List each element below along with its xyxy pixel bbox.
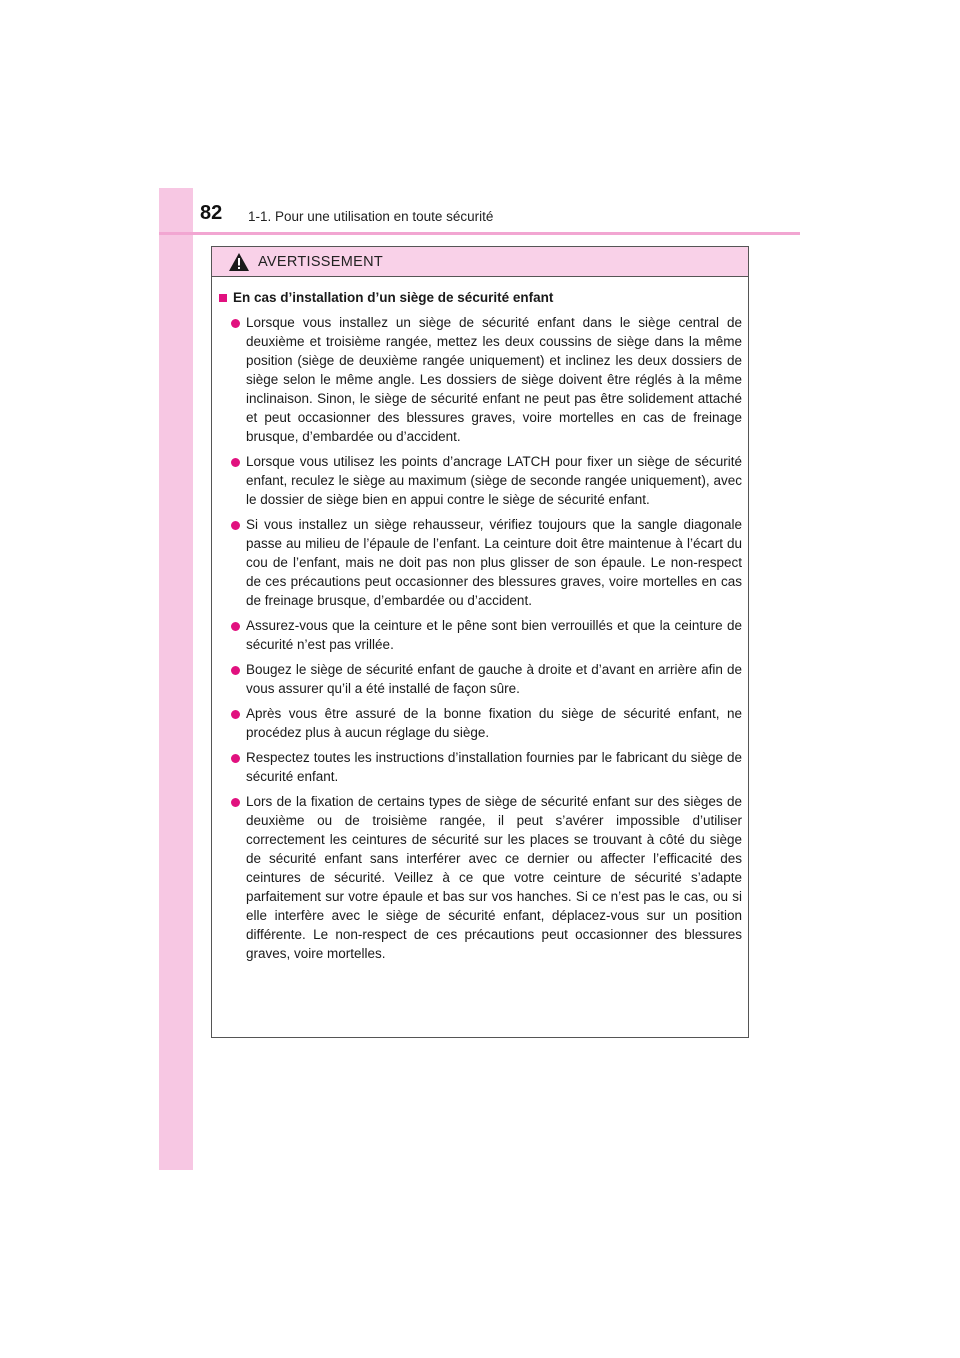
list-item [219, 452, 742, 509]
bullet-dot-icon [231, 666, 240, 675]
list-item-text: Lors de la fixation de certains types de siège de sécurité enfant sur des sièges de deuxième ou de troisième rangée, il peut s’avérer impossible d’utiliser correctement les ceintures de sécurité sur les places se trouvant à côté du siège de sécurité enfant sans interférer avec ce dernier ou affecter l’efficacité des ceintures de sécurité. Veillez à ce que votre ceinture de sécurité s’adapte parfaitement sur votre épaule et bas sur vos hanches. Si ce n’est pas le cas, ou si elle interfère avec le siège de sécurité enfant, déplacez-vous sur un position différente. Le non-respect de ces précautions peut occasionner des blessures graves, voire mortelles. [246, 794, 742, 961]
list-item [219, 792, 742, 963]
list-item-text: Après vous être assuré de la bonne fixation du siège de sécurité enfant, ne procédez plus à aucun réglage du siège. [246, 706, 742, 740]
page-number: 82 [200, 202, 223, 224]
square-bullet-icon [219, 294, 227, 302]
bullet-dot-icon [231, 521, 240, 530]
bullet-dot-icon [231, 622, 240, 631]
list-item-text: Si vous installez un siège rehausseur, vérifiez toujours que la sangle diagonale passe au milieu de l’épaule de l’enfant. La ceinture doit être maintenue à l’écart du cou de l’enfant, mais ne doit pas non plus glisser de son épaule. Le non-respect de ces précautions peut occasionner des blessures graves, voire mortelles en cas de freinage brusque, d’embardée ou d’accident. [246, 517, 742, 608]
list-item-text: Lorsque vous utilisez les points d’ancrage LATCH pour fixer un siège de sécurité enfant, reculez le siège au maximum (siège de seconde rangée uniquement), avec le dossier de siège bien en appui contre le siège de sécurité enfant. [246, 454, 742, 507]
bullet-dot-icon [231, 319, 240, 328]
bullet-dot-icon [231, 458, 240, 467]
warning-box [211, 246, 749, 1038]
list-item [219, 313, 742, 446]
side-color-band [159, 188, 193, 1170]
subsection-title: En cas d’installation d’un siège de sécurité enfant [233, 290, 554, 305]
subsection-heading [219, 289, 742, 307]
list-item [219, 660, 742, 698]
list-item-text: Assurez-vous que la ceinture et le pêne sont bien verrouillés et que la ceinture de sécurité n’est pas vrillée. [246, 618, 742, 652]
list-item-text: Bougez le siège de sécurité enfant de gauche à droite et d’avant en arrière afin de vous assurer qu’il a été installé de façon sûre. [246, 662, 742, 696]
warning-triangle-icon [228, 252, 250, 272]
list-item [219, 748, 742, 786]
list-item [219, 515, 742, 610]
bullet-dot-icon [231, 798, 240, 807]
header-divider [159, 232, 800, 235]
bullet-dot-icon [231, 710, 240, 719]
bullet-dot-icon [231, 754, 240, 763]
section-title: 1-1. Pour une utilisation en toute sécurité [248, 209, 494, 224]
warning-header [212, 247, 748, 277]
warning-body [212, 277, 748, 963]
warning-title: AVERTISSEMENT [258, 253, 384, 270]
list-item [219, 616, 742, 654]
list-item-text: Respectez toutes les instructions d’installation fournies par le fabricant du siège de sécurité enfant. [246, 750, 742, 784]
list-item [219, 704, 742, 742]
list-item-text: Lorsque vous installez un siège de sécurité enfant dans le siège central de deuxième et troisième rangée, mettez les deux coussins de siège dans la même position (siège de deuxième rangée uniquement) et inclinez les deux dossiers de siège selon le même angle. Les dossiers de siège doivent être réglés à la même inclinaison. Sinon, le siège de sécurité enfant ne peut pas être solidement attaché et peut occasionner des blessures graves, voire mortelles en cas de freinage brusque, d’embardée ou d’accident. [246, 315, 742, 444]
warning-list [219, 313, 742, 963]
